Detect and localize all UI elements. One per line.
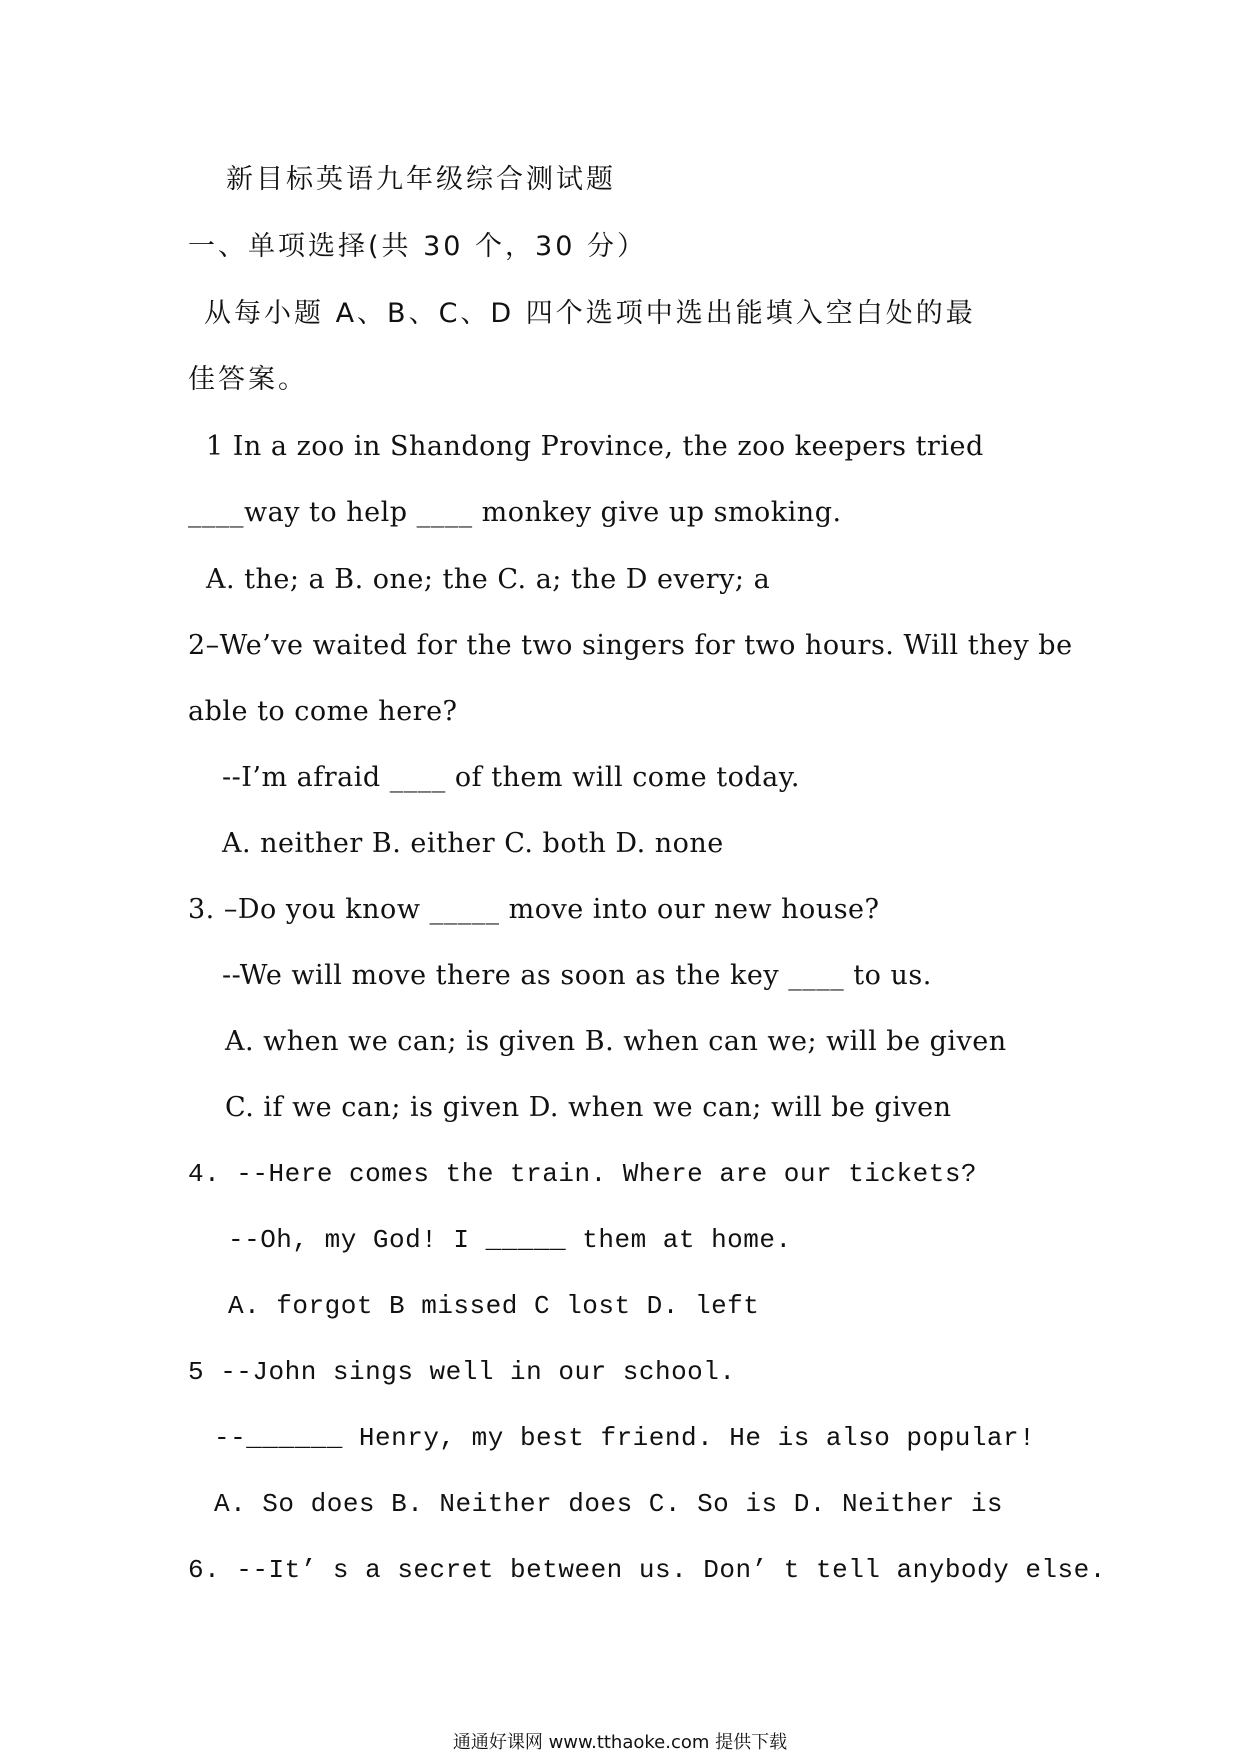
question-6-line-1: 6. --It’ s a secret between us. Don’ t tell anybody else. <box>188 1555 1106 1585</box>
exam-title: 新目标英语九年级综合测试题 <box>226 164 616 195</box>
question-5-line-2: --______ Henry, my best friend. He is also popular! <box>214 1423 1036 1453</box>
instruction-line-2: 佳答案。 <box>188 364 308 395</box>
question-5-line-1: 5 --John sings well in our school. <box>188 1357 736 1387</box>
footer-credit: 通通好课网 www.tthaoke.com 提供下载 <box>452 1732 788 1753</box>
instruction-line-1: 从每小题 A、B、C、D 四个选项中选出能填入空白处的最 <box>204 298 976 329</box>
question-1-line-1: 1 In a zoo in Shandong Province, the zoo keepers tried <box>206 431 984 462</box>
question-2-line-1: 2–We’ve waited for the two singers for two hours. Will they be <box>188 630 1073 661</box>
question-3-options-2: C. if we can; is given D. when we can; will be given <box>225 1092 952 1123</box>
question-1-options: A. the; a B. one; the C. a; the D every; a <box>206 564 771 595</box>
question-5-options: A. So does B. Neither does C. So is D. Neither is <box>214 1489 1004 1519</box>
question-3-line-2: --We will move there as soon as the key ____ to us. <box>222 960 932 991</box>
section-heading: 一、单项选择(共 30 个，30 分） <box>188 231 647 262</box>
question-4-line-2: --Oh, my God! I _____ them at home. <box>228 1225 792 1255</box>
question-3-options-1: A. when we can; is given B. when can we; will be given <box>225 1026 1007 1057</box>
question-2-line-2: able to come here? <box>188 696 458 727</box>
question-1-line-2: ____way to help ____ monkey give up smoking. <box>188 497 842 528</box>
question-4-options: A. forgot B missed C lost D. left <box>228 1291 760 1321</box>
question-2-options: A. neither B. either C. both D. none <box>222 828 724 859</box>
question-3-line-1: 3. –Do you know _____ move into our new house? <box>188 894 880 925</box>
question-4-line-1: 4. --Here comes the train. Where are our tickets? <box>188 1159 978 1189</box>
question-2-line-3: --I’m afraid ____ of them will come today. <box>222 762 800 793</box>
